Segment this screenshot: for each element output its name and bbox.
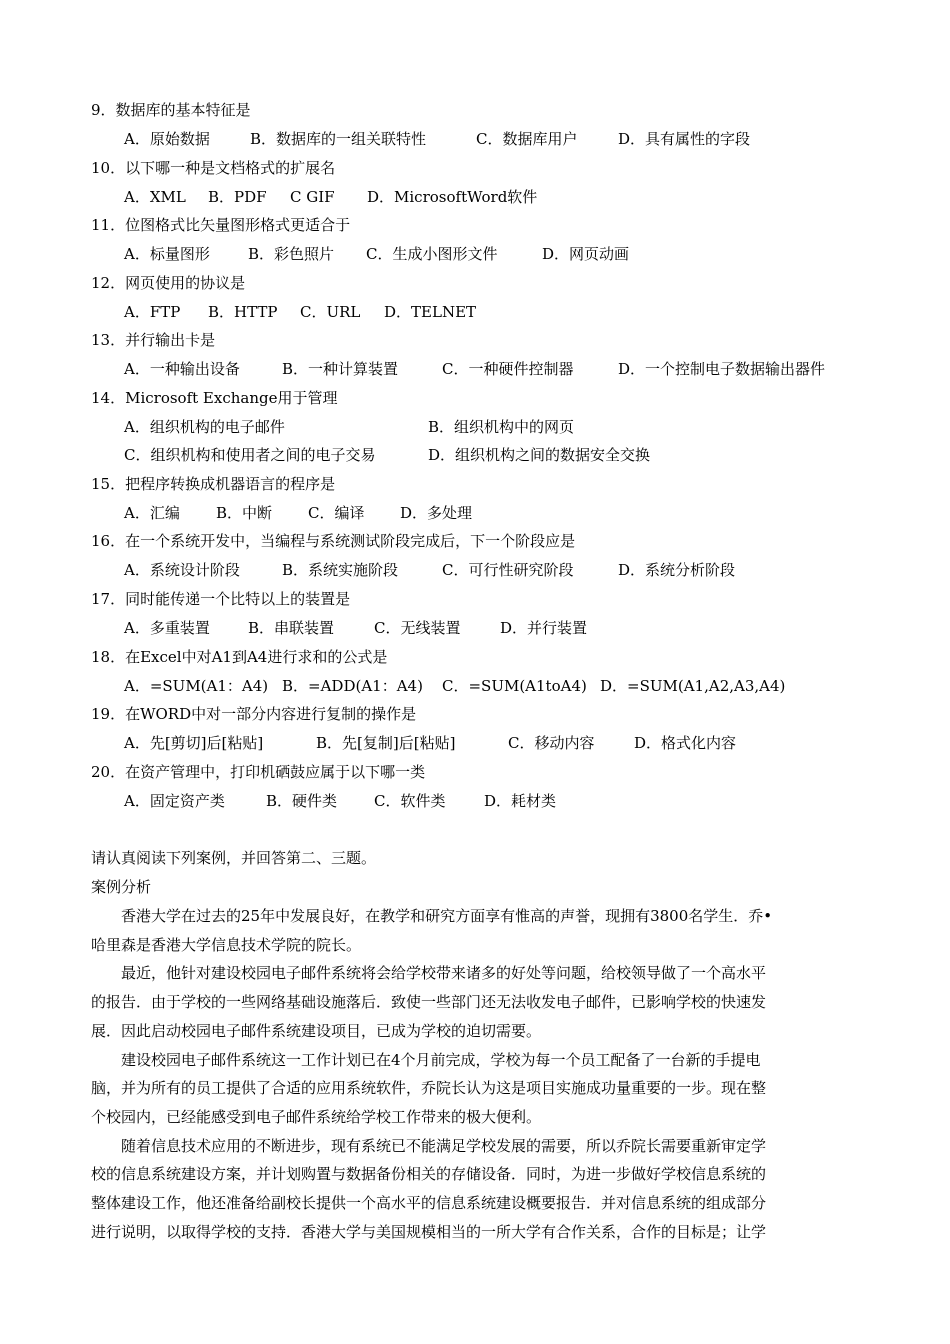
option-a: A．一种输出设备 xyxy=(124,360,240,378)
option-c: C．数据库用户 xyxy=(476,130,578,148)
option-a: A．先[剪切]后[粘贴] xyxy=(124,734,264,752)
question-15: 15．把程序转换成机器语言的程序是 xyxy=(91,475,336,493)
option-b: B．数据库的一组关联特性 xyxy=(250,130,427,148)
option-b: B．硬件类 xyxy=(266,792,338,810)
option-a: A．汇编 xyxy=(124,504,180,522)
question-14: 14．Microsoft Exchange用于管理 xyxy=(91,389,338,407)
option-c: C．生成小图形文件 xyxy=(366,245,498,263)
option-b: B．一种计算装置 xyxy=(282,360,399,378)
option-a: A．XML xyxy=(124,188,186,206)
option-c: C．一种硬件控制器 xyxy=(442,360,574,378)
question-11: 11．位图格式比矢量图形格式更适合于 xyxy=(91,216,351,234)
option-c: C．可行性研究阶段 xyxy=(442,561,574,579)
option-c: C．软件类 xyxy=(374,792,446,810)
option-c: C．编译 xyxy=(308,504,365,522)
case-title: 案例分析 xyxy=(91,878,152,896)
option-d: D．组织机构之间的数据安全交换 xyxy=(428,446,651,464)
option-d: D．TELNET xyxy=(384,303,477,321)
case-line: 哈里森是香港大学信息技术学院的院长。 xyxy=(91,936,362,954)
question-9: 9．数据库的基本特征是 xyxy=(91,101,251,119)
case-line: 整体建设工作，他还准备给副校长提供一个高水平的信息系统建设概要报告．并对信息系统的组成部分 xyxy=(91,1194,767,1212)
question-12: 12．网页使用的协议是 xyxy=(91,274,246,292)
case-line: 的报告．由于学校的一些网络基础设施落后．致使一些部门还无法收发电子邮件，已影响学校的快速发 xyxy=(91,993,767,1011)
question-13: 13．并行输出卡是 xyxy=(91,331,216,349)
option-d: D．耗材类 xyxy=(484,792,557,810)
question-16: 16．在一个系统开发中，当编程与系统测试阶段完成后，下一个阶段应是 xyxy=(91,532,576,550)
option-c: C．=SUM(A1toA4) xyxy=(442,677,587,695)
option-d: D．格式化内容 xyxy=(634,734,737,752)
question-17: 17．同时能传递一个比特以上的装置是 xyxy=(91,590,351,608)
option-b: B．先[复制]后[粘贴] xyxy=(316,734,456,752)
option-a: A．标量图形 xyxy=(124,245,210,263)
option-a: A．=SUM(A1：A4) xyxy=(124,677,269,695)
option-b: B．PDF xyxy=(208,188,267,206)
case-line: 个校园内，已经能感受到电子邮件系统给学校工作带来的极大便利。 xyxy=(91,1108,542,1126)
case-line: 脑，并为所有的员工提供了合适的应用系统软件，乔院长认为这是项目实施成功量重要的一步。现在整 xyxy=(91,1079,767,1097)
option-a: A．FTP xyxy=(124,303,181,321)
option-b: B．中断 xyxy=(216,504,273,522)
case-line: 校的信息系统建设方案，并计划购置与数据备份相关的存储设备．同时，为进一步做好学校信息系统的 xyxy=(91,1165,767,1183)
case-instruction: 请认真阅读下列案例，并回答第二、三题。 xyxy=(91,849,377,867)
question-19: 19．在WORD中对一部分内容进行复制的操作是 xyxy=(91,705,417,723)
question-20: 20．在资产管理中，打印机硒鼓应属于以下哪一类 xyxy=(91,763,426,781)
option-d: D．网页动画 xyxy=(542,245,630,263)
option-b: B．系统实施阶段 xyxy=(282,561,399,579)
option-d: D．具有属性的字段 xyxy=(618,130,751,148)
option-b: B．HTTP xyxy=(208,303,278,321)
option-d: D．=SUM(A1,A2,A3,A4) xyxy=(600,677,786,695)
case-line: 展．因此启动校园电子邮件系统建设项目，已成为学校的迫切需要。 xyxy=(91,1022,542,1040)
option-a: A．系统设计阶段 xyxy=(124,561,240,579)
case-line: 随着信息技术应用的不断进步，现有系统已不能满足学校发展的需要，所以乔院长需要重新审定学 xyxy=(91,1137,767,1155)
question-10: 10．以下哪一种是文档格式的扩展名 xyxy=(91,159,336,177)
question-18: 18．在Excel中对A1到A4进行求和的公式是 xyxy=(91,648,388,666)
option-b: B．串联装置 xyxy=(248,619,335,637)
option-d: D．并行装置 xyxy=(500,619,588,637)
case-line: 建设校园电子邮件系统这一工作计划已在4个月前完成，学校为每一个员工配备了一台新的手提电 xyxy=(91,1051,761,1069)
case-line: 香港大学在过去的25年中发展良好，在教学和研究方面享有惟高的声誉，现拥有3800名学生．乔• xyxy=(91,907,773,925)
option-a: A．固定资产类 xyxy=(124,792,225,810)
option-b: B．彩色照片 xyxy=(248,245,335,263)
option-b: B．=ADD(A1：A4) xyxy=(282,677,423,695)
option-d: D．MicrosoftWord软件 xyxy=(367,188,538,206)
option-c: C．移动内容 xyxy=(508,734,595,752)
case-line: 进行说明，以取得学校的支持．香港大学与美国规模相当的一所大学有合作关系，合作的目标是；让学 xyxy=(91,1223,767,1241)
option-c: C．组织机构和使用者之间的电子交易 xyxy=(124,446,376,464)
option-c: C．URL xyxy=(300,303,361,321)
case-line: 最近，他针对建设校园电子邮件系统将会给学校带来诸多的好处等问题，给校领导做了一个高水平 xyxy=(91,964,767,982)
option-c: C GIF xyxy=(290,188,335,206)
option-d: D．系统分析阶段 xyxy=(618,561,736,579)
option-c: C．无线装置 xyxy=(374,619,461,637)
option-a: A．组织机构的电子邮件 xyxy=(124,418,285,436)
option-d: D．多处理 xyxy=(400,504,473,522)
option-b: B．组织机构中的网页 xyxy=(428,418,575,436)
option-a: A．原始数据 xyxy=(124,130,210,148)
option-a: A．多重装置 xyxy=(124,619,210,637)
option-d: D．一个控制电子数据输出器件 xyxy=(618,360,826,378)
